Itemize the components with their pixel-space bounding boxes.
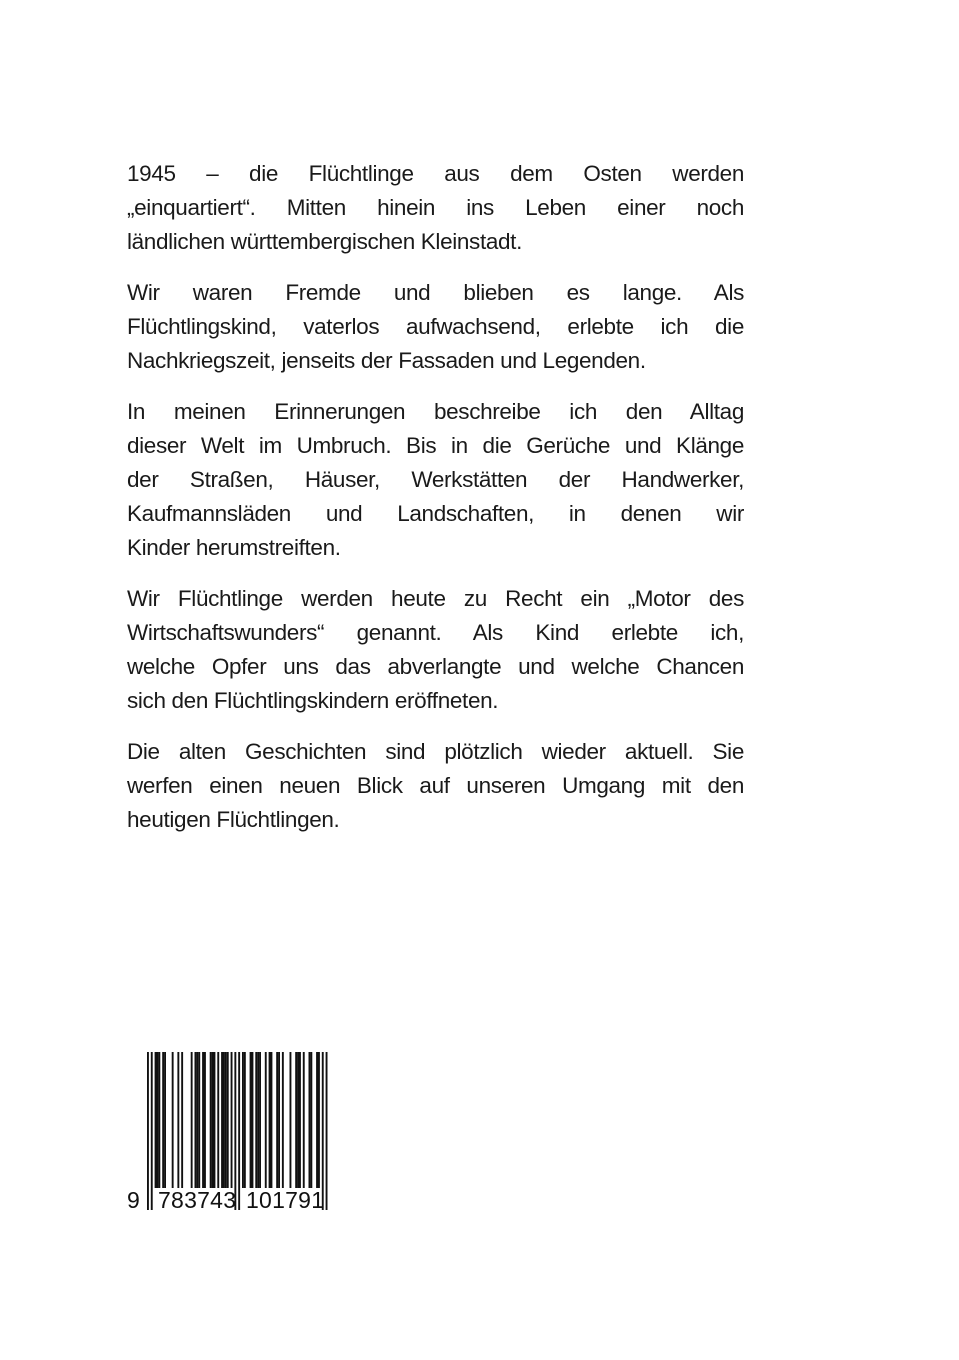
blurb-line: der Straßen, Häuser, Werkstätten der Handwerker, [127, 467, 744, 492]
barcode-bar [271, 1052, 273, 1188]
blurb-line: Kaufmannsläden und Landschaften, in denen wir [127, 501, 744, 526]
blurb-paragraph [127, 395, 744, 565]
barcode-bar [255, 1052, 257, 1188]
barcode-bar [290, 1052, 292, 1188]
barcode-bar [252, 1052, 254, 1188]
blurb-line: 1945 – die Flüchtlinge aus dem Osten werden [127, 161, 744, 186]
barcode-bar [221, 1052, 223, 1188]
blurb-line: Die alten Geschichten sind plötzlich wieder aktuell. Sie [127, 739, 744, 764]
barcode-bar [155, 1052, 157, 1188]
blurb-line: welche Opfer uns das abverlangte und welche Chancen [127, 654, 744, 679]
barcode-bar [202, 1052, 204, 1188]
barcode-bar [269, 1052, 271, 1188]
blurb-line: Wir Flüchtlinge werden heute zu Recht ein „Motor des [127, 586, 744, 611]
blurb-paragraph [127, 735, 744, 837]
barcode-bar [217, 1052, 219, 1188]
blurb-line: Kinder herumstreiften. [127, 535, 341, 560]
barcode-bar [242, 1052, 244, 1188]
barcode-bar [278, 1052, 280, 1188]
barcode-bar [196, 1052, 198, 1188]
barcode-bar [198, 1052, 200, 1188]
barcode-bar [162, 1052, 164, 1188]
blurb-line: Flüchtlingskind, vaterlos aufwachsend, erlebte ich die [127, 314, 744, 339]
blurb-line: „einquartiert“. Mitten hinein ins Leben einer noch [127, 195, 744, 220]
blurb-line: sich den Flüchtlingskindern eröffneten. [127, 688, 499, 713]
barcode-bar [303, 1052, 305, 1188]
barcode-bar [259, 1052, 261, 1188]
barcode-bar [265, 1052, 267, 1188]
barcode-bar [164, 1052, 166, 1188]
blurb-line: dieser Welt im Umbruch. Bis in die Gerüche und Klänge [127, 433, 744, 458]
barcode-bar [282, 1052, 284, 1188]
back-cover-blurb [127, 157, 744, 854]
barcode-bar [238, 1052, 240, 1210]
barcode-left-digits: 783743 [158, 1187, 236, 1213]
barcode-bar [181, 1052, 183, 1188]
barcode-bar [195, 1052, 197, 1188]
barcode-bar [316, 1052, 318, 1188]
blurb-line: Nachkriegszeit, jenseits der Fassaden und Legenden. [127, 348, 646, 373]
blurb-paragraph [127, 582, 744, 718]
barcode-bar [299, 1052, 301, 1188]
barcode-bar [310, 1052, 312, 1188]
isbn-barcode [126, 1050, 336, 1215]
barcode-bar [172, 1052, 174, 1188]
barcode-right-digits: 101791 [246, 1187, 324, 1213]
blurb-line: ländlichen württembergischen Kleinstadt. [127, 229, 522, 254]
barcode-bar [151, 1052, 153, 1210]
barcode-bar [223, 1052, 225, 1188]
blurb-paragraph [127, 276, 744, 378]
barcode-bar [297, 1052, 299, 1188]
barcode-bar [157, 1052, 159, 1188]
barcode-bar [309, 1052, 311, 1188]
barcode-bar [158, 1052, 160, 1188]
barcode-bar [257, 1052, 259, 1188]
blurb-line: In meinen Erinnerungen beschreibe ich den Alltag [127, 399, 744, 424]
barcode-bar [326, 1052, 328, 1210]
barcode-bar [210, 1052, 212, 1188]
barcode-bar [250, 1052, 252, 1188]
barcode-bar [225, 1052, 227, 1188]
blurb-line: Wirtschaftswunders“ genannt. Als Kind erlebte ich, [127, 620, 744, 645]
barcode-bar [214, 1052, 216, 1188]
barcode-bar [276, 1052, 278, 1188]
barcode-bar [212, 1052, 214, 1188]
barcode-bar [295, 1052, 297, 1188]
barcode-bar [244, 1052, 246, 1188]
barcode-first-digit: 9 [127, 1187, 140, 1213]
blurb-paragraph [127, 157, 744, 259]
blurb-line: Wir waren Fremde und blieben es lange. Als [127, 280, 744, 305]
barcode-bar [318, 1052, 320, 1188]
barcode-bar [227, 1052, 229, 1188]
blurb-line: werfen einen neuen Blick auf unseren Umgang mit den [127, 773, 744, 798]
barcode-bar [147, 1052, 149, 1210]
barcode-bar [191, 1052, 193, 1188]
barcode-bar [204, 1052, 206, 1188]
barcode-bar [231, 1052, 233, 1188]
barcode-bar [177, 1052, 179, 1188]
blurb-line: heutigen Flüchtlingen. [127, 807, 340, 832]
